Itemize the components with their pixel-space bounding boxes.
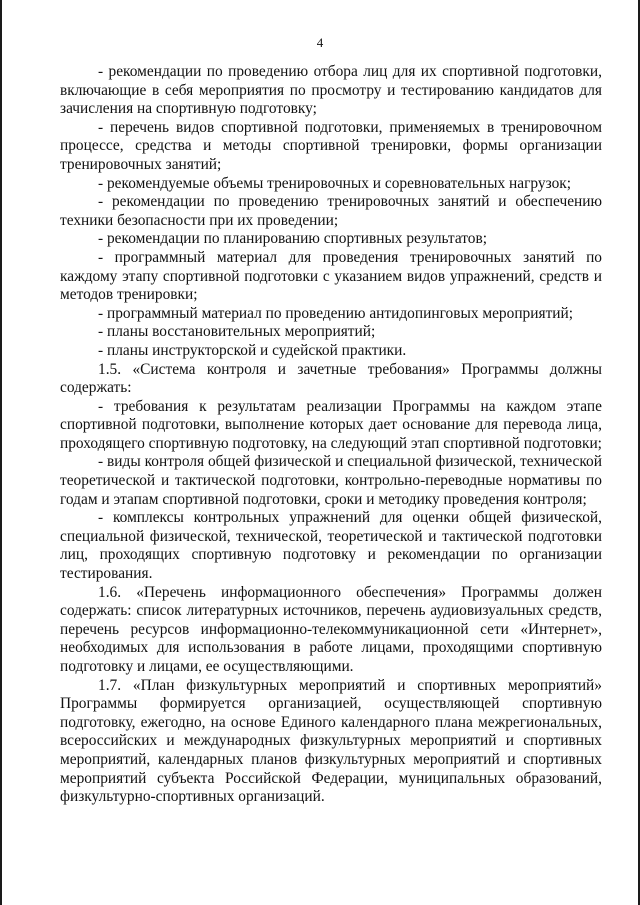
page-number: 4 [316,35,324,50]
list-item-result-requirements: - требования к результатам реализации Программы на каждом этапе спортивной подготовки, выполнение которых дает основание для перевода лица, проходящего спортивную подготовку, на следующий этап спортивной подготовки; [60,397,602,452]
list-item-load-volumes: - рекомендуемые объемы тренировочных и соревновательных нагрузок; [98,174,572,192]
document-body [60,63,602,807]
list-item-instructor-practice: - планы инструкторской и судейской практики. [98,341,407,359]
section-1-6: 1.6. «Перечень информационного обеспечения» Программы должен содержать: список литературных источников, перечень аудиовизуальных средств, перечень ресурсов информационно-телекоммуникационной сети «Интернет», необходимых для использования в работе лицами, проходящими спортивную подготовку и лицами, ее осуществляющими. [60,583,602,675]
section-1-5: 1.5. «Система контроля и зачетные требования» Программы должны содержать: [60,360,602,397]
list-item-training-types: - перечень видов спортивной подготовки, применяемых в тренировочном процессе, средства и методы спортивной тренировки, формы организации тренировочных занятий; [60,118,602,173]
list-item-control-types: - виды контроля общей физической и специальной физической, технической теоретической и тактической подготовки, контрольно-переводные нормативы по годам и этапам спортивной подготовки, сроки и методику проведения контроля; [60,453,602,508]
list-item-results-planning: - рекомендации по планированию спортивных результатов; [98,230,488,248]
list-item-safety-recommendations: - рекомендации по проведению тренировочных занятий и обеспечению техники безопасности при их проведении; [60,193,602,229]
list-item-recovery-plans: - планы восстановительных мероприятий; [98,323,376,341]
scan-left-edge [0,0,2,905]
list-item-program-material: - программный материал для проведения тренировочных занятий по каждому этапу спортивной подготовки с указанием видов упражнений, средств и методов тренировки; [60,248,602,304]
list-item-selection-recommendations: - рекомендации по проведению отбора лиц для их спортивной подготовки, включающие в себя мероприятия по просмотру и тестированию кандидатов для зачисления на спортивную подготовку; [60,63,602,118]
list-item-control-exercises: - комплексы контрольных упражнений для оценки общей физической, специальной физической, технической, теоретической и тактической подготовки лиц, проходящих спортивную подготовку и рекомендации по организации тестирования. [60,509,602,583]
list-item-antidoping: - программный материал по проведению антидопинговых мероприятий; [98,304,574,322]
section-1-7: 1.7. «План физкультурных мероприятий и спортивных мероприятий» Программы формируется организацией, осуществляющей спортивную подготовку, ежегодно, на основе Единого календарного плана межрегиональных, всероссийских и международных физкультурных мероприятий и спортивных мероприятий, календарных планов физкультурных мероприятий и спортивных мероприятий субъекта Российской Федерации, муниципальных образований, физкультурно-спортивных организаций. [60,676,602,806]
